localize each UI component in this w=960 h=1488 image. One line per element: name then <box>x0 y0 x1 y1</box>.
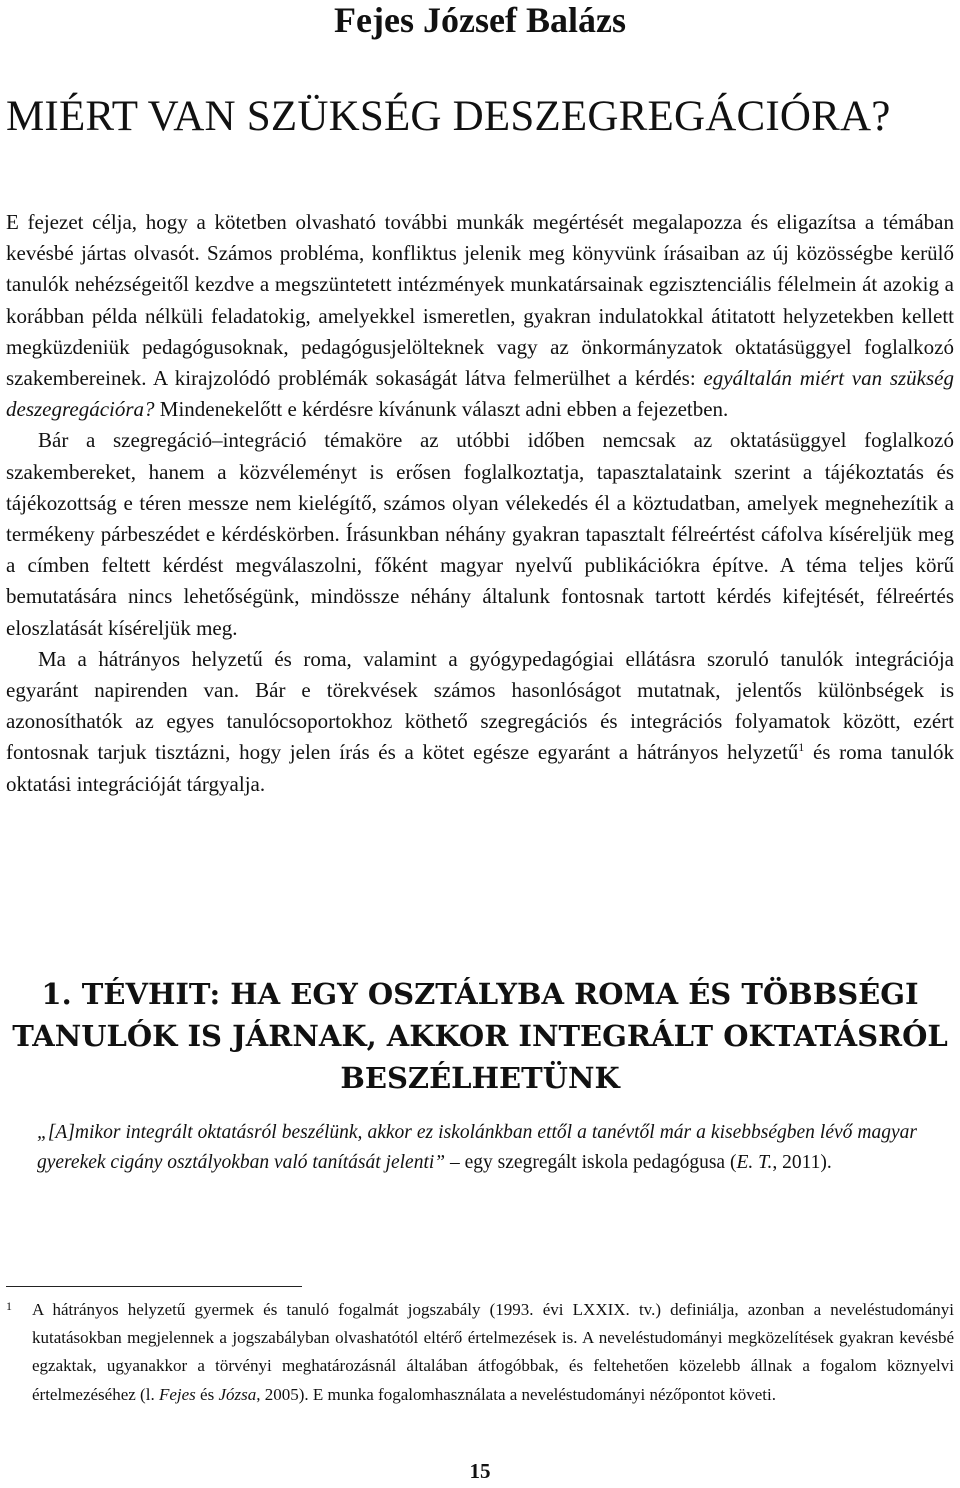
footnote-text: és <box>195 1384 219 1404</box>
paragraph-third-text: Ma a hátrányos helyzetű és roma, valamint a gyógypedagógiai ellátásra szoruló tanulók integrációja egyaránt napirenden van. Bár e törekvések számos hasonlóságot mutatnak, jelentős különbségek is azonosíthatók az egyes tanulócsoportokhoz köthető szegregációs és integrációs folyamatok között, ezért fontosnak tarjuk tisztázni, hogy jelen írás és a kötet egésze egyaránt a hátrányos helyzetű <box>6 646 954 765</box>
footnote-divider <box>6 1286 302 1287</box>
footnote-number: 1 <box>6 1299 12 1313</box>
quote-text: „[A]mikor integrált oktatásról beszélünk, akkor ez iskolánkban ettől a tanévtől már a kisebbségben lévő magyar gyerekek cigány osztályokban való tanítását jelenti” <box>37 1122 917 1173</box>
footnote-text: A hátrányos helyzetű gyermek és tanuló fogalmát jogszabály (1993. évi LXXIX. tv.) definiálja, azonban a neveléstudományi kutatásokban megjelennek a jogszabályban olvashatótól eltérő értelmezések is. A neveléstudományi megközelítések gyakran kevésbé egzaktak, ugyanakkor a törvényi meghatározásnál általában átfogóbbak, és feltehetően közelebb állnak a fogalom köznyelvi értelmezéséhez (l. <box>32 1300 954 1404</box>
page-number: 15 <box>469 1459 491 1483</box>
chapter-title: MIÉRT VAN SZÜKSÉG DESZEGREGÁCIÓRA? <box>6 93 891 140</box>
footnote-reference[interactable]: 1 <box>798 740 805 755</box>
section-heading-line: 1. TÉVHIT: HA EGY OSZTÁLYBA ROMA ÉS TÖBBSÉGI <box>41 977 919 1011</box>
section-heading-line: BESZÉLHETÜNK <box>340 1061 620 1095</box>
paragraph-intro-text: E fejezet célja, hogy a kötetben olvasható további munkák megértését megalapozza és eligazítsa a témában kevésbé jártas olvasót. Számos probléma, konfliktus jelenik meg könyvünk írásaiban az új közösségbe kerülő tanulók nehézségeitől kezdve a megszüntetett intézmények munkatársainak egzisztenciális félelmein át azokig a korábban példa nélküli feladatokig, amelyekkel ismeretlen, gyakran indulatokkal átitatott helyzetekben kellett megküzdeniük pedagógusoknak, pedagógusjelölteknek vagy az önkormányzatok oktatásüggyel foglalkozó szakembereinek. A kirajzolódó problémák sokaságát látva felmerülhet a kérdés: <box>6 210 954 391</box>
footnote-citation-author: Józsa <box>218 1384 257 1404</box>
paragraph-intro-text-end: Mindenekelőtt e kérdésre kívánunk választ adni ebben a fejezetben. <box>154 397 729 422</box>
footnote-text: , 2005). E munka fogalomhasználata a neveléstudományi nézőpontot követi. <box>256 1384 777 1404</box>
quote-attribution-end: , 2011). <box>772 1151 832 1173</box>
block-quote <box>37 1118 917 1177</box>
paragraph-third <box>6 644 954 800</box>
paragraph-third-text-end: és roma tanulók oktatási integrációját tárgyalja. <box>6 740 954 796</box>
paragraph-second: Bár a szegregáció–integráció témaköre az utóbbi időben nemcsak az oktatásüggyel foglalkozó szakembereket, hanem a közvéleményt is erősen foglalkoztatja, tapasztalataink szerint a tájékoztatás és tájékozottság e téren messze nem kielégítő, számos olyan vélekedés él a köztudatban, amelyek megnehezítik a termékeny párbeszédet e kérdéskörben. Írásunkban néhány gyakran tapasztalt félreértést cáfolva kíséreljük meg a címben feltett kérdést megválaszolni, főként magyar nyelvű publikációkra építve. A téma teljes körű bemutatására nincs lehetőségünk, mindössze néhány általunk fontosnak tartott kérdés kifejtését, félreértés eloszlatását kíséreljük meg. <box>6 428 954 640</box>
paragraph-intro-question: egyáltalán miért van szükség deszegregációra? <box>6 366 954 422</box>
footnote-citation-author: Fejes <box>158 1384 196 1404</box>
paragraph-intro <box>6 207 954 425</box>
footnote <box>6 1296 954 1409</box>
chapter-author: Fejes József Balázs <box>334 0 626 40</box>
quote-source: E. T. <box>736 1151 773 1173</box>
section-heading <box>0 973 960 1099</box>
footnote-body <box>32 1296 954 1409</box>
section-heading-line: TANULÓK IS JÁRNAK, AKKOR INTEGRÁLT OKTATÁSRÓL <box>12 1019 948 1053</box>
chapter-body <box>6 207 954 800</box>
quote-attribution: – egy szegregált iskola pedagógusa ( <box>445 1151 737 1173</box>
